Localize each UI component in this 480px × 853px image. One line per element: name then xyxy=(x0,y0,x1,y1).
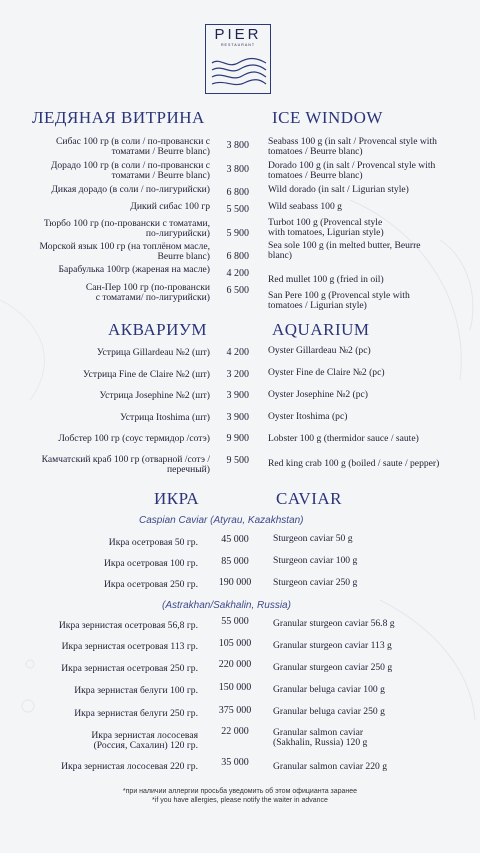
wave-icon xyxy=(210,55,268,89)
menu-item-price: 4 200 xyxy=(226,347,249,358)
menu-item-name-en: Granular salmon caviar (Sakhalin, Russia) 120 g xyxy=(273,727,368,748)
menu-item-name-en: San Pere 100 g (Provencal style with tomatoes / Ligurian style) xyxy=(268,290,410,311)
menu-item-price: 9 500 xyxy=(226,455,249,466)
menu-item-price: 35 000 xyxy=(221,757,249,768)
menu-item-name-ru: Барабулька 100гр (жареная на масле) xyxy=(58,264,210,275)
menu-item-price: 5 500 xyxy=(226,204,249,215)
menu-item-price: 85 000 xyxy=(221,556,249,567)
menu-item-name-ru: Икра зернистая белуги 100 гр. xyxy=(74,685,198,696)
menu-item-name-en: Lobster 100 g (thermidor sauce / saute) xyxy=(268,433,419,444)
ice-window-title-ru: ЛЕДЯНАЯ ВИТРИНА xyxy=(32,108,205,127)
menu-item-name-en: Turbot 100 g (Provencal style with tomatoes, Ligurian style) xyxy=(268,217,384,238)
menu-item-price: 6 500 xyxy=(226,285,249,296)
menu-item-name-ru: Икра зернистая лососевая 220 гр. xyxy=(61,761,198,772)
menu-item-name-en: Granular salmon caviar 220 g xyxy=(273,761,388,772)
menu-item-price: 3 800 xyxy=(226,164,249,175)
menu-item-price: 22 000 xyxy=(221,726,249,737)
menu-item-name-en: Oyster Gillardeau №2 (pc) xyxy=(268,345,371,356)
menu-item-name-ru: Морской язык 100 гр (на топлёном масле, Beurre blanc) xyxy=(39,241,210,262)
ice-window-title-en: ICE WINDOW xyxy=(272,108,383,127)
menu-item-name-en: Wild dorado (in salt / Ligurian style) xyxy=(268,184,409,195)
menu-item-price: 5 900 xyxy=(226,228,249,239)
menu-item-name-ru: Тюрбо 100 гр (по-провански с томатами, по-лигурийски) xyxy=(43,218,210,239)
menu-item-name-ru: Дорадо 100 гр (в соли / по-провански с томатами / Beurre blanc) xyxy=(50,160,210,181)
menu-item-name-en: Granular sturgeon caviar 250 g xyxy=(273,662,393,673)
astrakhan-subheading: (Astrakhan/Sakhalin, Russia) xyxy=(162,600,291,611)
menu-item-name-ru: Икра зернистая осетровая 56,8 гр. xyxy=(58,620,198,631)
menu-item-price: 3 900 xyxy=(226,390,249,401)
menu-item-name-en: Dorado 100 g (in salt / Provencal style with tomatoes / Beurre blanc) xyxy=(268,160,436,181)
menu-item-name-ru: Сан-Пер 100 гр (по-провански с томатами/ по-лигурийски) xyxy=(85,282,210,303)
menu-item-name-en: Seabass 100 g (in salt / Provencal style with tomatoes / Beurre blanc) xyxy=(268,136,437,157)
menu-item-price: 4 200 xyxy=(226,268,249,279)
menu-item-price: 220 000 xyxy=(218,659,252,670)
menu-item-name-ru: Устрица Fine de Claire №2 (шт) xyxy=(83,369,210,380)
menu-item-name-en: Sturgeon caviar 50 g xyxy=(273,533,353,544)
menu-item-name-ru: Икра осетровая 250 гр. xyxy=(103,579,198,590)
logo-subtitle: RESTAURANT xyxy=(220,43,256,47)
menu-item-price: 45 000 xyxy=(221,534,249,545)
menu-item-name-en: Oyster Josephine №2 (pc) xyxy=(268,389,369,400)
menu-item-name-en: Sturgeon caviar 100 g xyxy=(273,555,358,566)
menu-item-price: 375 000 xyxy=(218,705,252,716)
menu-item-price: 105 000 xyxy=(218,638,252,649)
menu-item-name-en: Oyster Itoshima (pc) xyxy=(268,411,348,422)
menu-item-name-en: Sea sole 100 g (in melted butter, Beurre blanc) xyxy=(268,240,421,261)
menu-item-name-en: Wild seabass 100 g xyxy=(268,201,342,212)
menu-item-price: 55 000 xyxy=(221,616,249,627)
aquarium-title-ru: АКВАРИУМ xyxy=(108,320,208,339)
menu-item-name-en: Granular beluga caviar 100 g xyxy=(273,684,385,695)
menu-item-name-en: Granular sturgeon caviar 56.8 g xyxy=(273,618,395,629)
menu-item-name-en: Oyster Fine de Claire №2 (pc) xyxy=(268,367,385,378)
menu-item-price: 3 900 xyxy=(226,412,249,423)
menu-item-price: 6 800 xyxy=(226,251,249,262)
menu-item-price: 150 000 xyxy=(218,682,252,693)
menu-item-price: 9 900 xyxy=(226,433,249,444)
menu-item-name-ru: Дикий сибас 100 гр xyxy=(130,201,210,212)
aquarium-title-en: AQUARIUM xyxy=(272,320,370,339)
menu-item-price: 6 800 xyxy=(226,187,249,198)
menu-item-name-en: Granular sturgeon caviar 113 g xyxy=(273,640,392,651)
menu-item-price: 3 200 xyxy=(226,369,249,380)
menu-item-name-en: Red king crab 100 g (boiled / saute / pepper) xyxy=(268,458,440,469)
menu-item-name-ru: Икра зернистая осетровая 113 гр. xyxy=(61,641,198,652)
menu-item-name-ru: Икра осетровая 100 гр. xyxy=(103,558,198,569)
pier-logo xyxy=(205,24,271,94)
logo-name: PIER xyxy=(214,26,262,43)
allergy-note-en: *if you have allergies, please notify the waiter in advance xyxy=(152,797,328,804)
menu-item-price: 3 800 xyxy=(226,140,249,151)
menu-item-name-ru: Сибас 100 гр (в соли / по-провански с томатами / Beurre blanc) xyxy=(55,136,210,157)
menu-item-name-ru: Икра зернистая белуги 250 гр. xyxy=(74,708,198,719)
menu-item-name-en: Granular beluga caviar 250 g xyxy=(273,706,385,717)
menu-item-name-ru: Икра зернистая осетровая 250 гр. xyxy=(61,663,198,674)
caviar-title-en: CAVIAR xyxy=(276,489,342,508)
caviar-title-ru: ИКРА xyxy=(154,489,200,508)
menu-item-name-ru: Устрица Josephine №2 (шт) xyxy=(99,390,210,401)
menu-item-name-ru: Икра осетровая 50 гр. xyxy=(108,537,198,548)
menu-item-name-ru: Лобстер 100 гр (соус термидор /сотэ) xyxy=(58,433,210,444)
allergy-note-ru: *при наличии аллергии просьба уведомить об этом официанта заранее xyxy=(122,788,358,795)
menu-item-name-ru: Икра зернистая лососевая (Россия, Сахалин) 120 гр. xyxy=(91,730,198,751)
menu-item-name-ru: Устрица Itoshima (шт) xyxy=(120,412,210,423)
menu-item-name-ru: Дикая дорадо (в соли / по-лигурийски) xyxy=(51,184,210,195)
caspian-subheading: Caspian Caviar (Atyrau, Kazakhstan) xyxy=(139,515,304,526)
menu-item-price: 190 000 xyxy=(218,577,252,588)
menu-item-name-ru: Камчатский краб 100 гр (отварной /сотэ / перечный) xyxy=(41,454,210,475)
menu-item-name-ru: Устрица Gillardeau №2 (шт) xyxy=(96,347,210,358)
menu-item-name-en: Sturgeon caviar 250 g xyxy=(273,577,358,588)
menu-item-name-en: Red mullet 100 g (fried in oil) xyxy=(268,274,384,285)
